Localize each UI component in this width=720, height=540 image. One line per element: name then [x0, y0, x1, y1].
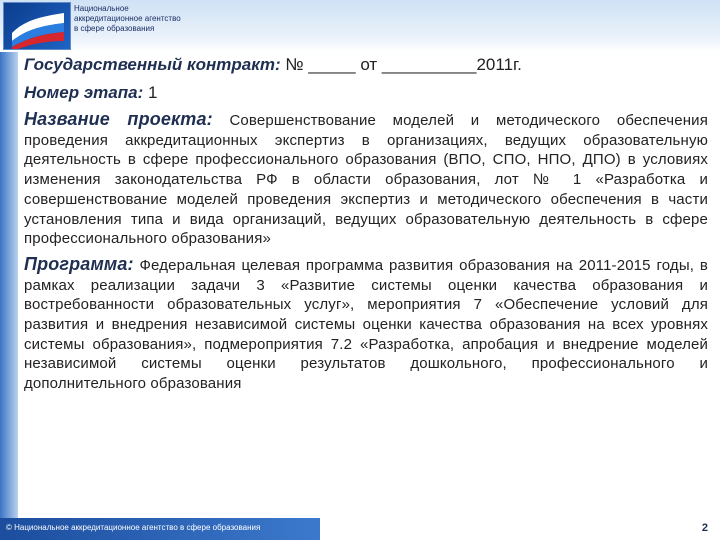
contract-line — [24, 54, 708, 76]
project-label: Название проекта: — [24, 109, 213, 129]
contract-label: Государственный контракт: — [24, 55, 281, 74]
stage-value: 1 — [143, 83, 158, 102]
slide-header — [0, 0, 720, 52]
flag-logo-icon — [3, 2, 71, 50]
program-text: Федеральная целевая программа развития образования на 2011-2015 годы, в рамках реализации задачи 3 «Развитие системы оценки качества образования и востребованности образовательных услуг», мероприятия 7 «Обеспечение условий для развития и внедрения независимой системы оценки качества образования на всех уровнях системы образования», подмероприятия 7.2 «Разработка, апробация и внедрение моделей независимой системы оценки результатов дошкольного, профессионального и дополнительного образования — [24, 256, 708, 393]
stage-line — [24, 82, 708, 104]
project-text: Совершенствование моделей и методического обеспечения проведения аккредитационных экспертиз в организациях, ведущих образовательную деятельность в сфере профессионального образования (ВПО, СПО, НПО, ДПО) в условиях изменения законодательства РФ в области образования, лот № 1 «Разработка и совершенствование моделей проведения экспертиз и методического обеспечения в части установления типа и вида организаций, ведущих образовательную деятельность в сфере профессионального образования» — [24, 112, 708, 248]
contract-value: № _____ от __________2011г. — [280, 55, 522, 74]
page-number: 2 — [701, 522, 708, 534]
footer-copyright: © Национальное аккредитационное агентство в сфере образования — [6, 523, 261, 532]
project-paragraph — [24, 110, 708, 249]
org-name: Национальное аккредитационное агентство в сфере образования — [74, 4, 181, 33]
slide-content — [24, 54, 708, 394]
program-label: Программа: — [24, 253, 134, 274]
slide-footer — [0, 518, 720, 540]
stage-label: Номер этапа: — [24, 83, 144, 102]
program-paragraph — [24, 255, 708, 394]
left-decor-bar — [0, 52, 18, 518]
footer-bar — [0, 518, 320, 540]
